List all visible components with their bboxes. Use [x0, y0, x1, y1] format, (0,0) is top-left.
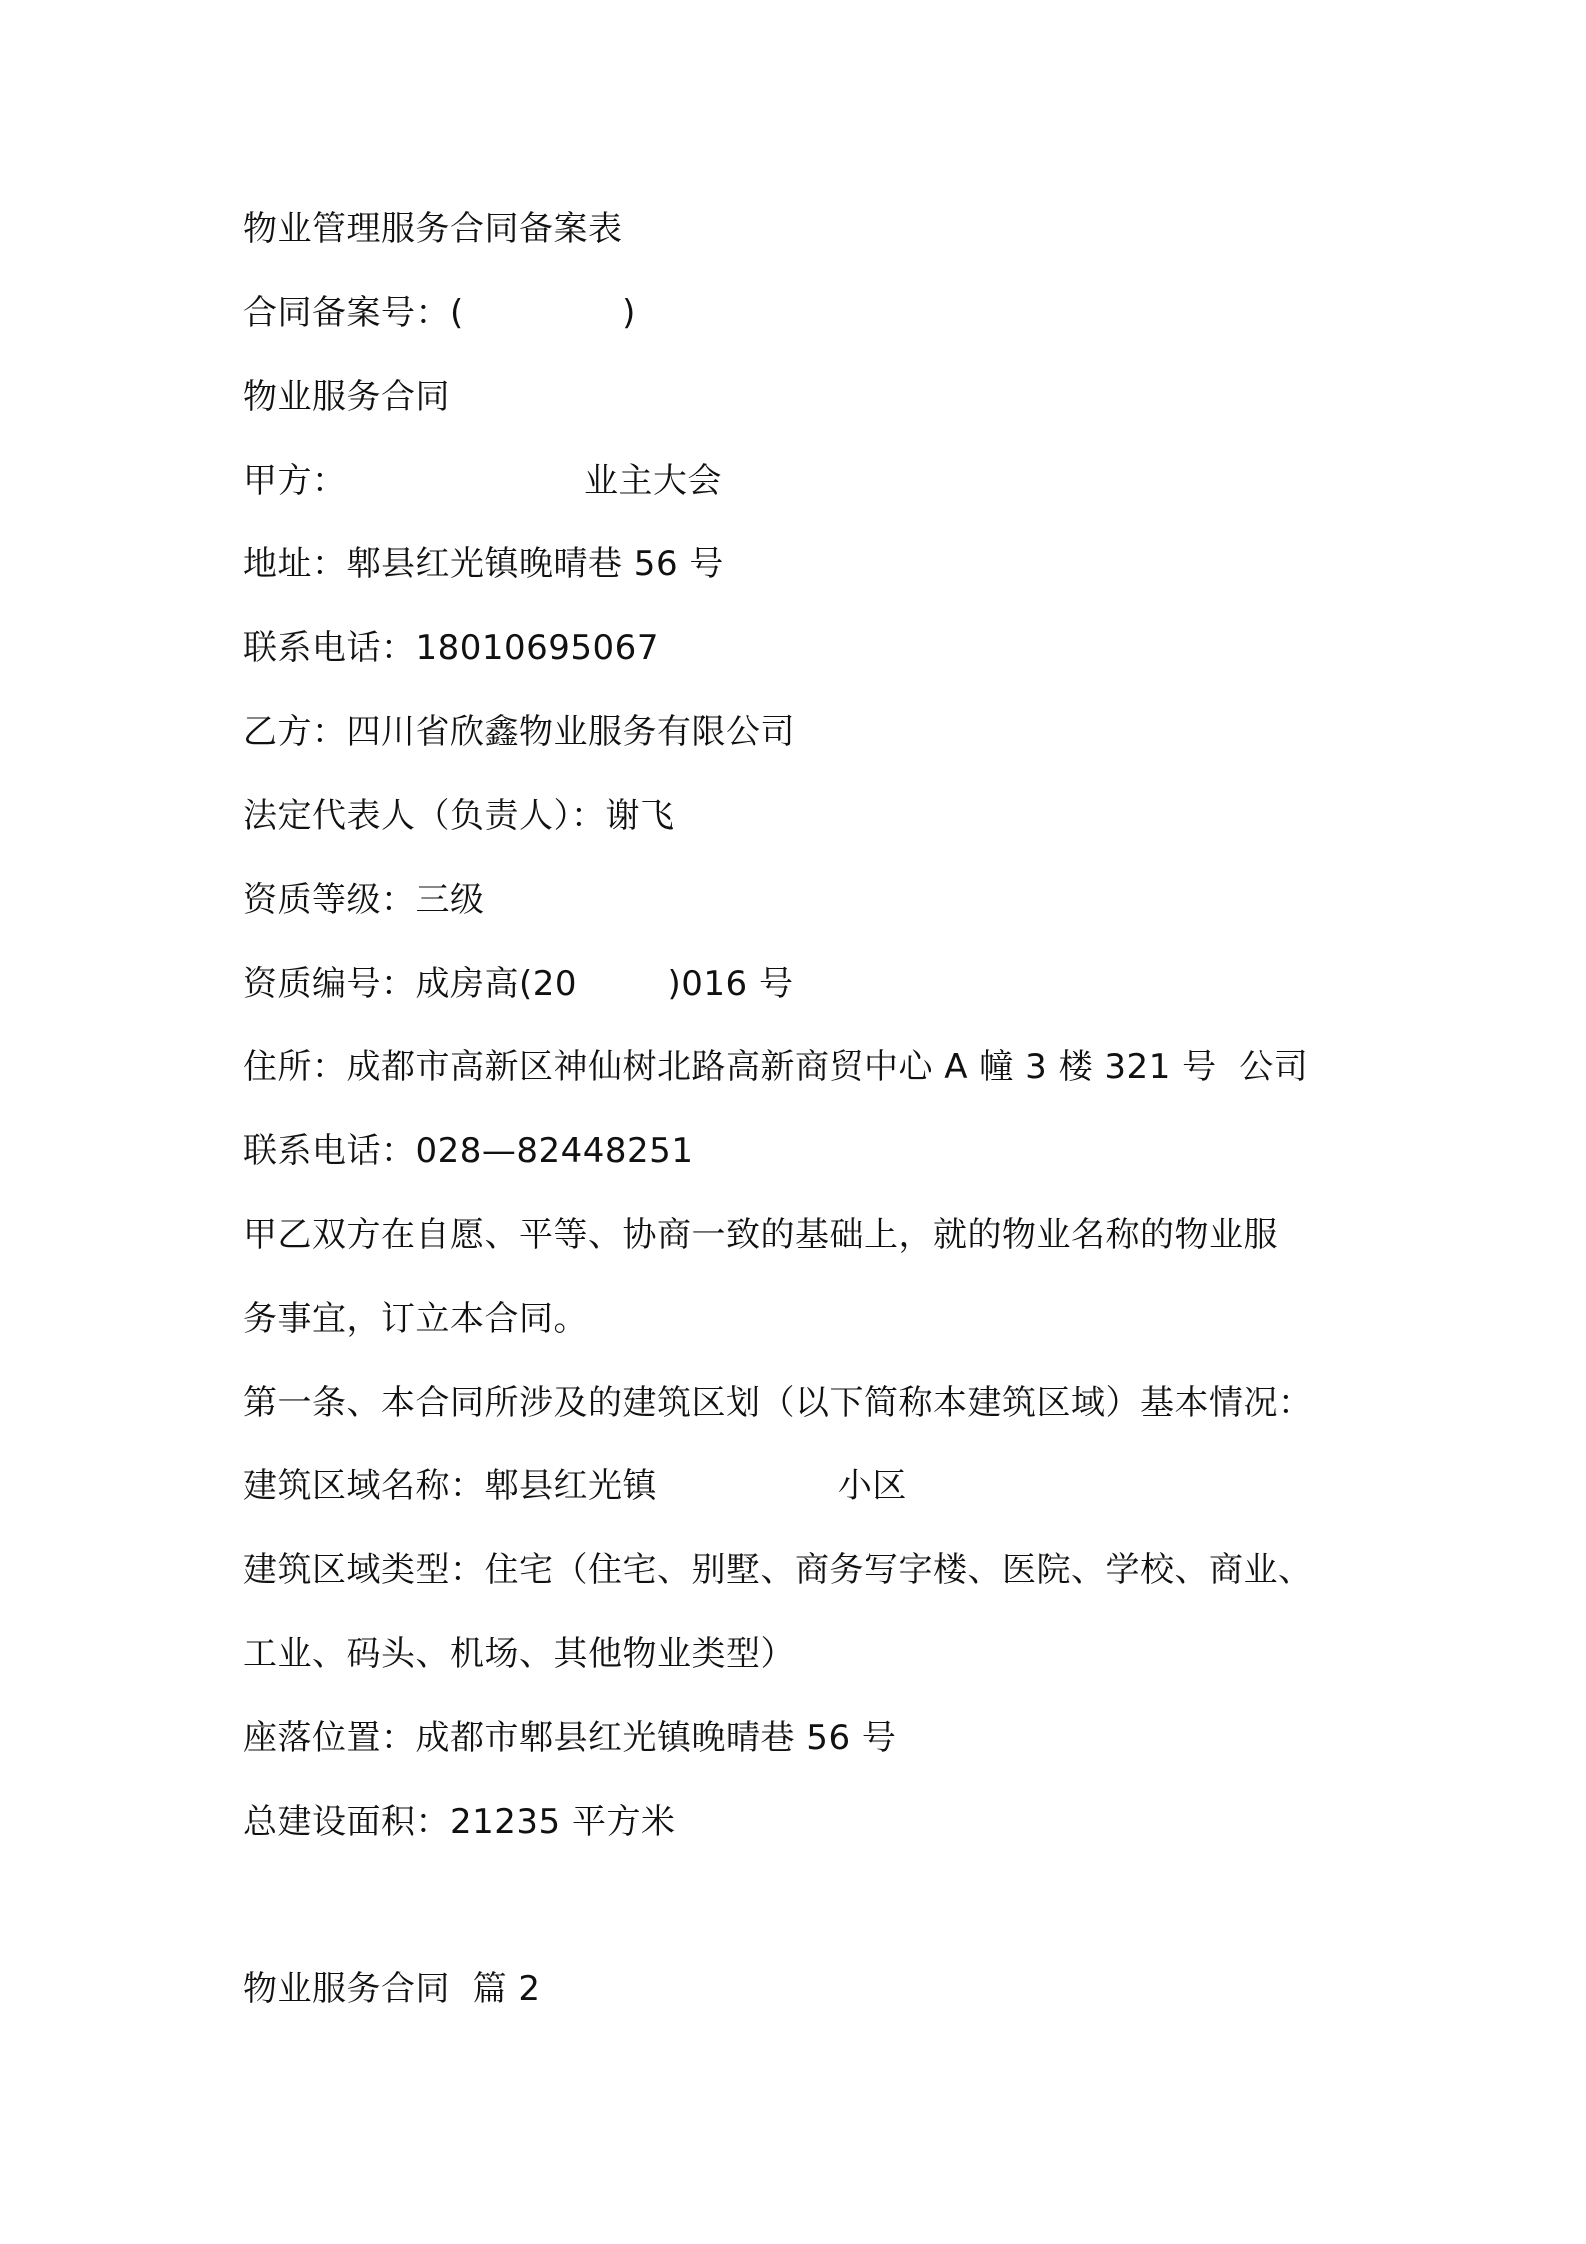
article-1-heading: 第一条、本合同所涉及的建筑区划（以下简称本建筑区域）基本情况： — [243, 1383, 1313, 1423]
qualification-number-line: 资质编号：成房高(20 )016 号 — [243, 964, 794, 1004]
party-a-address-line: 地址：郫县红光镇晚晴巷 56 号 — [243, 544, 724, 584]
intro-paragraph-line-1: 甲乙双方在自愿、平等、协商一致的基础上，就的物业名称的物业服 — [243, 1215, 1278, 1255]
record-number-line: 合同备案号：( ) — [243, 293, 636, 333]
qualification-level-line: 资质等级：三级 — [243, 880, 485, 920]
document-title: 物业管理服务合同备案表 — [243, 209, 623, 249]
total-area-line: 总建设面积：21235 平方米 — [243, 1802, 676, 1842]
party-b-phone-line: 联系电话：028—82448251 — [243, 1131, 694, 1171]
intro-paragraph-line-2: 务事宜，订立本合同。 — [243, 1299, 588, 1339]
contract-heading: 物业服务合同 — [243, 377, 450, 417]
legal-representative-line: 法定代表人（负责人）：谢飞 — [243, 796, 675, 836]
area-type-line-2: 工业、码头、机场、其他物业类型） — [243, 1634, 795, 1674]
area-name-line: 建筑区域名称：郫县红光镇 小区 — [243, 1466, 907, 1506]
party-b-line: 乙方：四川省欣鑫物业服务有限公司 — [243, 712, 795, 752]
party-a-phone-line: 联系电话：18010695067 — [243, 628, 659, 668]
part-2-heading: 物业服务合同 篇 2 — [243, 1969, 541, 2009]
party-b-address-line: 住所：成都市高新区神仙树北路高新商贸中心 A 幢 3 楼 321 号 公司 — [243, 1047, 1309, 1087]
area-type-line-1: 建筑区域类型：住宅（住宅、别墅、商务写字楼、医院、学校、商业、 — [243, 1550, 1313, 1590]
party-a-line: 甲方： 业主大会 — [243, 461, 722, 501]
location-line: 座落位置：成都市郫县红光镇晚晴巷 56 号 — [243, 1718, 897, 1758]
